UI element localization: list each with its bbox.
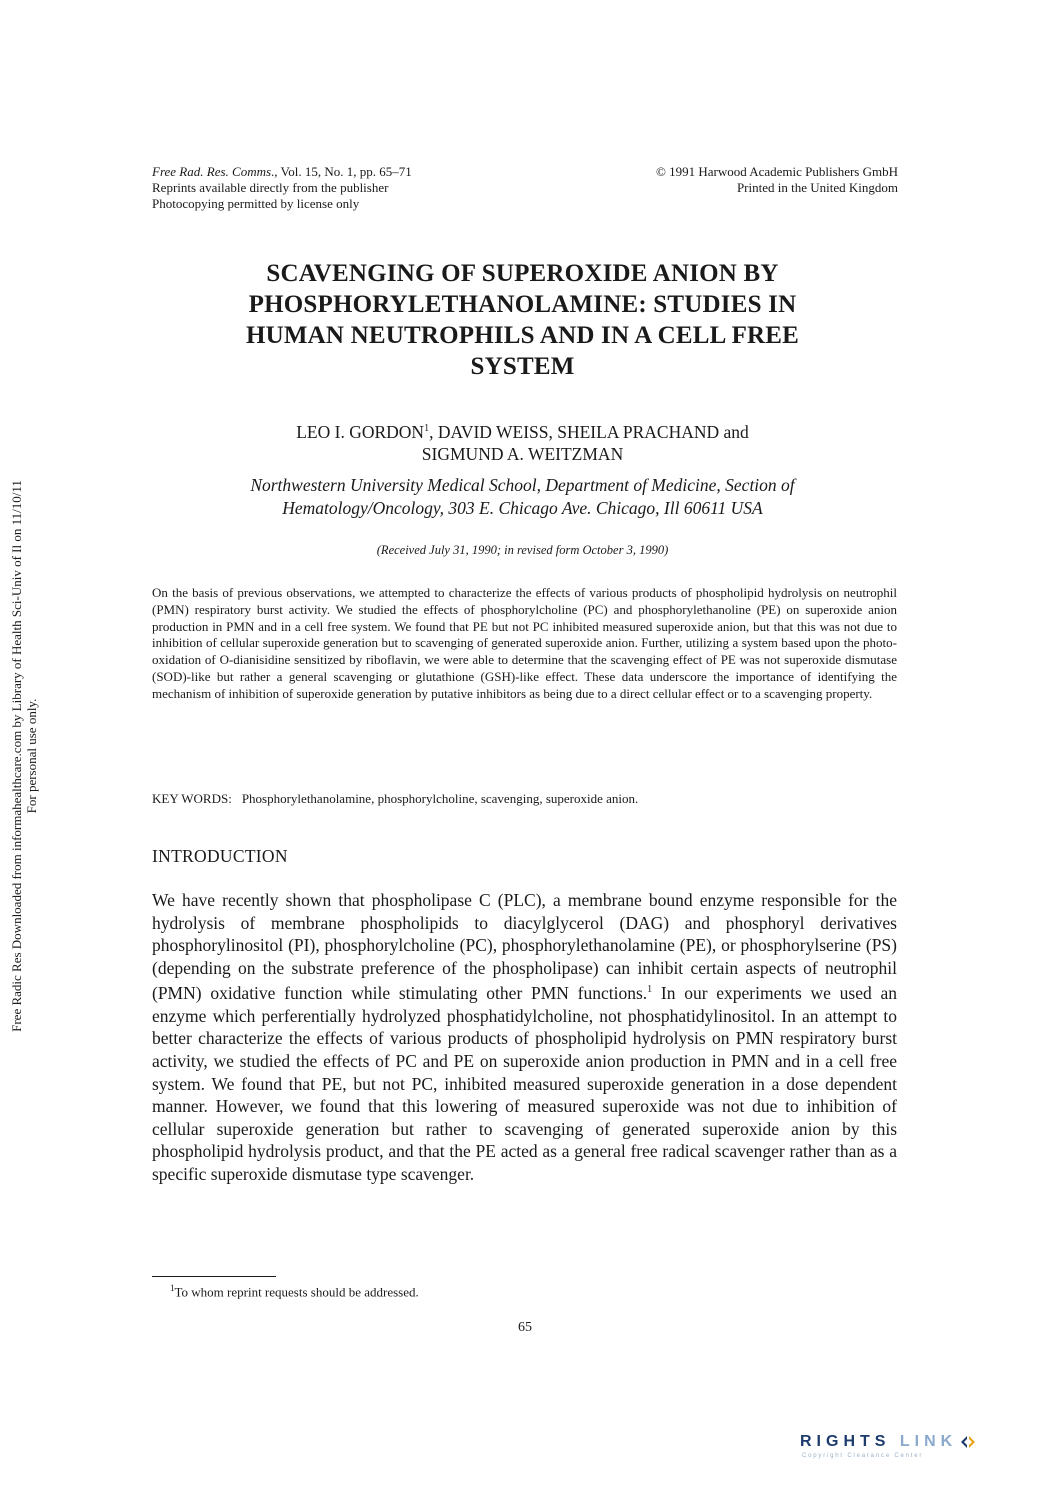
title-line: PHOSPHORYLETHANOLAMINE: STUDIES IN: [248, 291, 797, 318]
title-line: SCAVENGING OF SUPEROXIDE ANION BY: [266, 260, 779, 287]
reprints-note: Reprints available directly from the publisher: [152, 180, 389, 195]
photocopy-note: Photocopying permitted by license only: [152, 196, 360, 211]
paper-title: [150, 258, 895, 382]
footnote-divider: [152, 1276, 276, 1277]
title-line: SYSTEM: [470, 353, 575, 380]
keywords: [152, 791, 897, 807]
citation-ref: 1: [647, 984, 653, 996]
received-dates: (Received July 31, 1990; in revised form October 3, 1990): [376, 543, 669, 557]
page-number: 65: [518, 1320, 532, 1335]
rightslink-arrow-icon: [959, 1434, 977, 1450]
abstract: On the basis of previous observations, we attempted to characterize the effects of various products of phospholipid hydrolysis on neutrophil (PMN) respiratory burst activity. We studied the effects of phosphorylcholine (PC) and phosphorylethanoline (PE) on superoxide anion production in PMN and in a cell free system. We found that PE but not PC inhibited measured superoxide anion, but that this was not due to inhibition of cellular superoxide generation but to scavenging of generated superoxide anion. Further, utilizing a system based upon the photo-oxidation of O-dianisidine sensitized by riboflavin, we were able to determine that the scavenging effect of PE was not superoxide dismutase (SOD)-like but rather a general scavenging or glutathione (GSH)-like effect. These data underscore the importance of identifying the mechanism of inhibition of superoxide generation by putative inhibitors as being due to a direct cellular effect or to a scavenging property.: [152, 585, 897, 701]
rightslink-logo[interactable]: RIGHTS LINK Copyright Clearance Center: [800, 1433, 1025, 1473]
title-line: HUMAN NEUTROPHILS AND IN A CELL FREE: [245, 322, 800, 349]
journal-citation: Free Rad. Res. Comms., Vol. 15, No. 1, pp. 65–71: [152, 164, 412, 179]
journal-header: [152, 164, 412, 212]
keywords-text: Phosphorylethanolamine, phosphorylcholine, scavenging, superoxide anion.: [241, 791, 639, 806]
author-list: LEO I. GORDON$^1$, DAVID WEISS, SHEILA PRACHAND and SIGMUND A. WEITZMAN: [296, 421, 749, 464]
printed-line: Printed in the United Kingdom: [736, 180, 898, 195]
keywords-label: KEY WORDS:: [152, 791, 232, 806]
corresponding-author: LEO I. GORDON: [296, 421, 425, 442]
copyright-line: © 1991 Harwood Academic Publishers GmbH: [655, 164, 898, 179]
introduction-paragraph: We have recently shown that phospholipase C (PLC), a membrane bound enzyme responsible for the hydrolysis of membrane phospholipids to diacylglycerol (DAG) and phosphoryl derivatives phosphorylinositol (PI), phosphorylcholine (PC), phosphorylethanolamine (PE), or phosphorylserine (PS) (depending on the substrate preference of the phospholipase) can inhibit certain aspects of neutrophil (PMN) oxidative function while stimulating other PMN functions.$^1$ In our experiments we used an enzyme which perferentially hydrolyzed phosphatidylcholine, not phosphatidylinositol. In an attempt to better characterize the effects of various products of phospholipid hydrolysis on PMN respiratory burst activity, we studied the effects of PC and PE on superoxide anion production in PMN and in a cell free system. We found that PE, but not PC, inhibited measured superoxide generation in a dose dependent manner. However, we found that this lowering of measured superoxide was not due to inhibition of cellular superoxide generation but rather to scavenging of generated superoxide anion by this phospholipid hydrolysis product, and that the PE acted as a general free radical scavenger rather than as a specific superoxide dismutase type scavenger.: [152, 890, 897, 1184]
section-heading-introduction: INTRODUCTION: [152, 846, 288, 866]
footnote: $^1$To whom reprint requests should be addressed.: [170, 1283, 419, 1300]
download-watermark: Free Radic Res Downloaded from informahealthcare.com by Library of Health Sci-Univ of Il on 11/10/11 For personal use only.: [9, 480, 39, 1032]
affiliation: Northwestern University Medical School, Department of Medicine, Section of Hematology/Oncology, 303 E. Chicago Ave. Chicago, Ill 60611 USA: [250, 475, 795, 518]
publisher-header: [656, 164, 898, 196]
author-footnote-marker: 1: [424, 423, 430, 434]
